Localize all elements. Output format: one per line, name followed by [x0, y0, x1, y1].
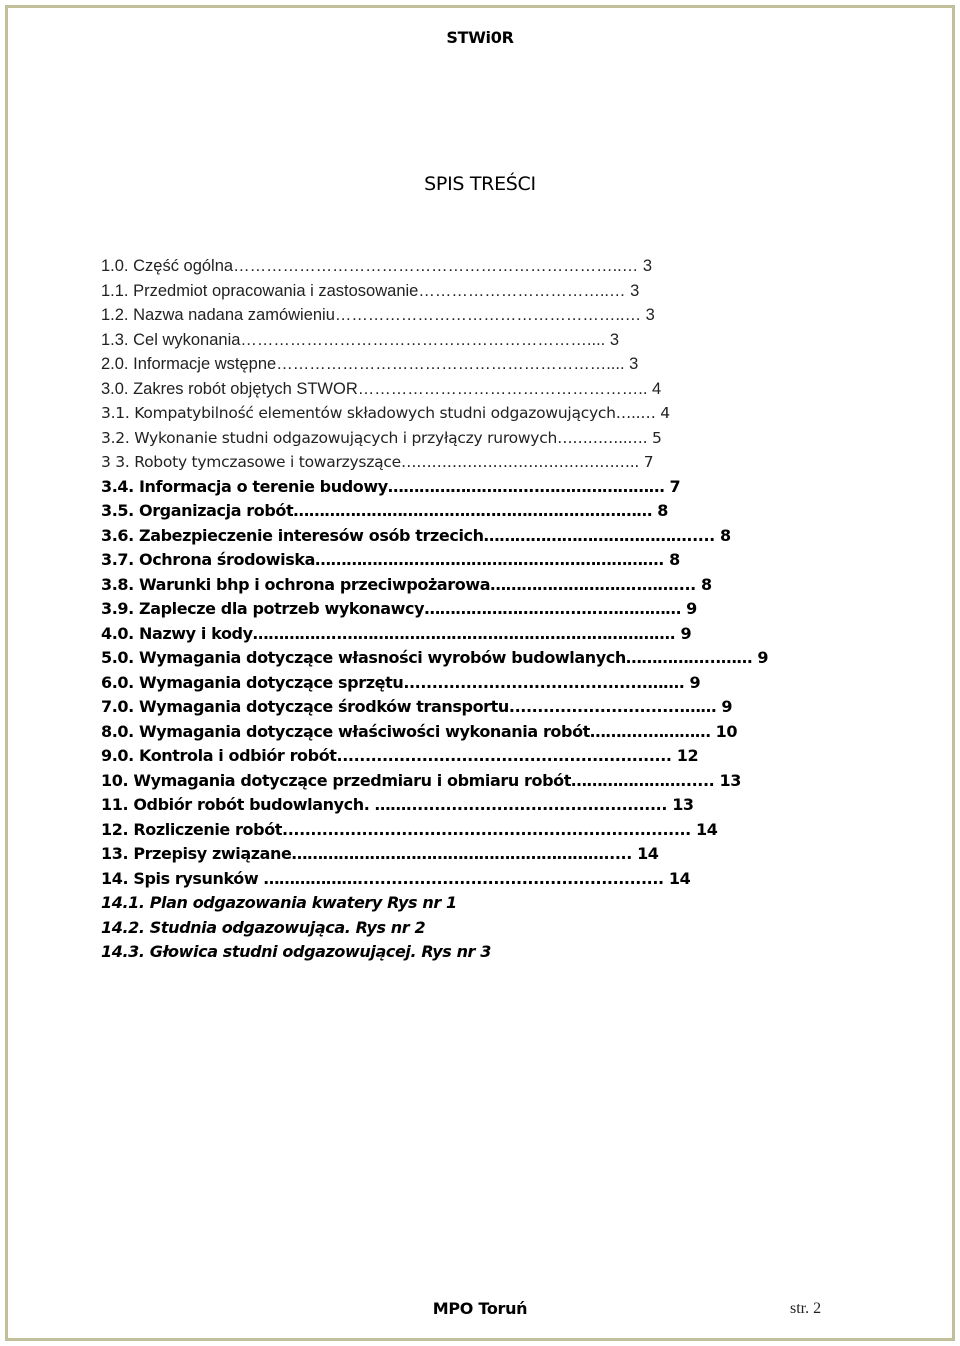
toc-entry-leader: ........................................................................ — [282, 819, 691, 839]
toc-entry-leader: ...........................................……. — [403, 672, 685, 692]
toc-entry-page: 3 — [630, 281, 640, 300]
footer-company: MPO Toruń — [432, 1299, 528, 1318]
toc-entry-label: 3.9. Zaplecze dla potrzeb wykonawcy — [101, 599, 425, 618]
toc-entry-label: 6.0. Wymagania dotyczące sprzętu — [101, 672, 404, 692]
toc-entry-page: 4 — [660, 404, 670, 422]
toc-entry-page: 10 — [715, 721, 738, 741]
toc-entry-leader: …………………………………………………………. — [315, 550, 664, 569]
toc-entry-page: 9 — [689, 672, 701, 692]
toc-entry-label: 3.1. Kompatybilność elementów składowych studni odgazowujących — [101, 404, 616, 422]
toc-entry-leader: ………………………..…….... — [490, 574, 696, 594]
toc-entry-page: 13 — [672, 795, 694, 814]
toc-entry-page: 14 — [668, 868, 691, 888]
toc-entry-page: 9 — [721, 697, 733, 716]
toc-entry — [101, 428, 781, 453]
toc-entry-label: 2.0. Informacje wstępne — [101, 355, 277, 373]
toc-entry-label: 3 3. Roboty tymczasowe i towarzyszące — [101, 453, 401, 471]
toc-entry-leader: ……………………………………………………………..… — [233, 257, 639, 275]
toc-entry-label: 12. Rozliczenie robót — [101, 819, 283, 839]
toc-entry-leader: ………………………..…………………… — [387, 476, 665, 496]
toc-entry — [101, 501, 781, 526]
toc-entry-leader: …………………………………………….. — [357, 379, 648, 398]
toc-entry — [101, 599, 781, 624]
toc-entry-label: 13. Przepisy związane — [101, 844, 292, 863]
toc-entry-page: 9 — [680, 623, 692, 643]
toc-entry-page: 8 — [657, 501, 668, 520]
toc-entry-leader: ……………………………………………..… — [334, 306, 642, 324]
toc-entry — [101, 624, 781, 649]
toc-entry — [101, 256, 781, 281]
toc-entry-label: 1.2. Nazwa nadana zamówieniu — [101, 306, 335, 324]
toc-entry — [101, 452, 781, 477]
toc-entry-label: 3.7. Ochrona środowiska — [101, 550, 315, 569]
toc-entry-page: 7 — [643, 453, 654, 471]
toc-entry-label: 3.5. Organizacja robót — [101, 501, 294, 520]
toc-entry-label: 5.0. Wymagania dotyczące własności wyrobów budowlanych — [101, 648, 626, 667]
toc-entry-label: 14.1. Plan odgazowania kwatery Rys nr 1 — [101, 893, 457, 912]
toc-entry-leader: …………………………………………………….... — [276, 355, 625, 373]
toc-entry-page: 3 — [645, 306, 655, 324]
toc-entry — [101, 673, 781, 698]
toc-entry — [101, 403, 781, 428]
toc-entry — [101, 550, 781, 575]
toc-entry-label: 14.3. Głowica studni odgazowującej. Rys nr 3 — [101, 942, 491, 961]
toc-entry-leader: …………………………………..... — [483, 525, 715, 545]
toc-list — [101, 256, 781, 967]
toc-entry-leader: …..… — [615, 404, 656, 422]
toc-entry-label: 1.3. Cel wykonania — [101, 330, 241, 349]
toc-entry — [101, 795, 781, 820]
toc-entry-label: 3.4. Informacja o terenie budowy — [101, 476, 388, 496]
toc-entry-leader: ……………………………………………………..... — [291, 844, 632, 863]
toc-entry-leader: …………..…. — [557, 428, 648, 447]
toc-entry — [101, 477, 781, 502]
toc-entry-label: 8.0. Wymagania dotyczące właściwości wykonania robót — [101, 721, 590, 741]
toc-entry-page: 14 — [637, 844, 659, 863]
toc-entry-leader: ……………..………………………………………………………. — [252, 623, 676, 643]
toc-entry-label: 3.0. Zakres robót objętych STWOR — [101, 379, 358, 398]
toc-entry-leader: ........................................................... — [336, 746, 672, 765]
toc-entry-leader: ………………………..…..…………… — [424, 599, 681, 618]
toc-entry-page: 12 — [676, 746, 699, 765]
toc-entry-label: 10. Wymagania dotyczące przedmiaru i obmiaru robót — [101, 770, 572, 790]
toc-entry — [101, 722, 781, 747]
toc-entry-label: 7.0. Wymagania dotyczące środków transportu — [101, 697, 509, 716]
toc-entry — [101, 697, 781, 722]
toc-entry — [101, 305, 781, 330]
toc-entry-label: 1.0. Część ogólna — [101, 257, 234, 275]
toc-entry-leader: ………………...................................................... — [258, 868, 664, 888]
toc-entry — [101, 330, 781, 355]
toc-entry-label: 3.6. Zabezpieczenie interesów osób trzecich — [101, 525, 484, 545]
footer-page-number: str. 2 — [790, 1300, 822, 1317]
toc-entry-label: 4.0. Nazwy i kody — [101, 623, 253, 643]
toc-entry-label: 9.0. Kontrola i odbiór robót — [101, 746, 337, 765]
toc-entry — [101, 746, 781, 771]
toc-entry — [101, 820, 781, 845]
toc-entry-page: 5 — [652, 428, 662, 447]
toc-entry — [101, 281, 781, 306]
header-title: STWi0R — [446, 28, 514, 47]
toc-entry-page: 13 — [719, 770, 741, 790]
toc-entry-page: 8 — [669, 550, 680, 569]
toc-entry-page: 3 — [629, 355, 639, 373]
toc-entry-leader: ……………………………………….. — [400, 453, 640, 471]
toc-title: SPIS TREŚCI — [424, 173, 536, 195]
toc-entry-page: 3 — [642, 257, 653, 275]
toc-entry-label: 3.2. Wykonanie studni odgazowujących i przyłączy rurowych — [101, 428, 558, 447]
toc-entry-page: 8 — [700, 574, 712, 594]
toc-entry-page: 9 — [757, 648, 769, 667]
toc-entry-page: 14 — [696, 819, 718, 839]
toc-entry-leader: …………………………………………………………… — [293, 501, 653, 520]
toc-entry-page: 4 — [652, 379, 662, 398]
toc-entry-label: 3.8. Warunki bhp i ochrona przeciwpożarowa — [101, 574, 491, 594]
toc-entry-leader: …………………...... — [571, 770, 715, 790]
toc-entry-label: 14. Spis rysunków — [101, 868, 259, 888]
toc-entry-page: 8 — [719, 525, 731, 545]
toc-entry — [101, 526, 781, 551]
toc-entry-leader: ……………………………..… — [418, 281, 626, 300]
toc-entry — [101, 869, 781, 894]
toc-entry — [101, 379, 781, 404]
toc-entry-page: 3 — [609, 330, 620, 349]
toc-entry-label: 14.2. Studnia odgazowująca. Rys nr 2 — [101, 917, 426, 937]
toc-entry-label: 11. Odbiór robót budowlanych. — [101, 795, 370, 814]
toc-entry-leader: ……………………………………………………….... — [240, 330, 606, 349]
toc-entry-label: 1.1. Przedmiot opracowania i zastosowanie — [101, 281, 419, 300]
toc-entry-page: 9 — [686, 599, 697, 618]
toc-entry-leader: ………..………… — [589, 721, 711, 741]
toc-entry-leader: …….............................................. — [369, 795, 668, 814]
toc-entry — [101, 918, 781, 943]
toc-entry-leader: ...............................…… — [508, 697, 717, 716]
toc-entry — [101, 844, 781, 869]
toc-entry-leader: ……………...…… — [625, 648, 753, 667]
toc-entry — [101, 648, 781, 673]
toc-entry — [101, 575, 781, 600]
toc-entry — [101, 942, 781, 967]
toc-entry — [101, 893, 781, 918]
toc-entry-page: 7 — [669, 476, 681, 496]
toc-entry — [101, 771, 781, 796]
toc-entry — [101, 354, 781, 379]
